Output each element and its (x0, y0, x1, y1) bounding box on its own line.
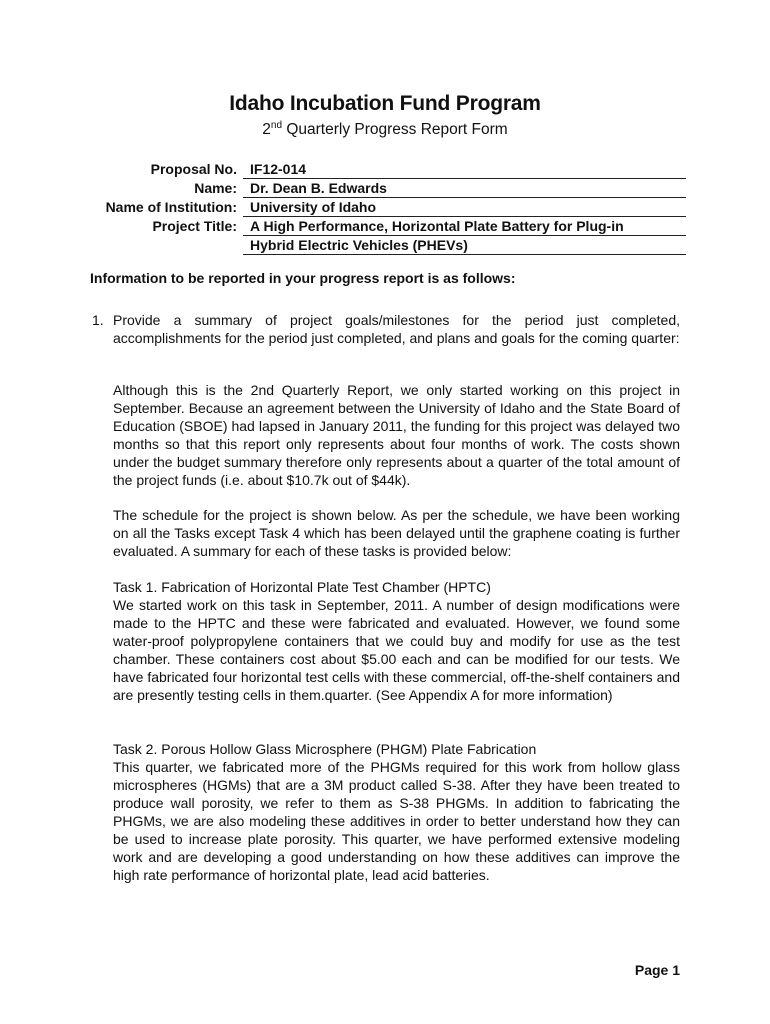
paragraph-schedule: The schedule for the project is shown below. As per the schedule, we have been working on all the Tasks except Task 4 which has been delayed until the graphene coating is further evaluated. A summary for each of these tasks is provided below: (113, 507, 680, 559)
field-value: Dr. Dean B. Edwards (243, 179, 686, 198)
subtitle-ordinal: 2 (262, 121, 271, 138)
list-number: 1. (92, 312, 104, 328)
document-title: Idaho Incubation Fund Program (229, 92, 541, 115)
field-name (0, 179, 770, 198)
item-prompt: Provide a summary of project goals/milestones for the period just completed, accomplishments for the period just completed, and plans and goals for the coming quarter: (113, 312, 680, 346)
page-number: Page 1 (634, 962, 680, 978)
field-institution (0, 198, 770, 217)
field-value: A High Performance, Horizontal Plate Battery for Plug-in (243, 217, 686, 236)
task1-title: Task 1. Fabrication of Horizontal Plate Test Chamber (HPTC) (113, 579, 491, 595)
field-label: Proposal No. (150, 161, 237, 177)
field-label: Name of Institution: (105, 199, 237, 215)
field-label: Project Title: (152, 218, 237, 234)
subtitle-text: Quarterly Progress Report Form (282, 121, 508, 138)
paragraph-intro: Although this is the 2nd Quarterly Report, we only started working on this project in September. Because an agreement between the University of Idaho and the State Board of Education (SBOE) had lapsed in January 2011, the funding for this project was delayed two months so that this report only represents about four months of work. The costs shown under the budget summary therefore only represents about a quarter of the total amount of the project funds (i.e. about $10.7k out of $44k). (113, 382, 680, 488)
task2-title: Task 2. Porous Hollow Glass Microsphere (PHGM) Plate Fabrication (113, 741, 537, 757)
field-project-title-cont (0, 236, 770, 255)
field-project-title (0, 217, 770, 236)
field-value: Hybrid Electric Vehicles (PHEVs) (243, 236, 686, 255)
field-value: IF12-014 (243, 160, 686, 179)
section-heading: Information to be reported in your progress report is as follows: (90, 270, 516, 286)
subtitle-ordinal-suffix: nd (270, 120, 283, 131)
field-value: University of Idaho (243, 198, 686, 217)
task2-body: This quarter, we fabricated more of the PHGMs required for this work from hollow glass microspheres (HGMs) that are a 3M product called S-38. After they have been treated to produce wall porosity, we refer to them as S-38 PHGMs. In addition to fabricating the PHGMs, we are also modeling these additives in order to better understand how they can be used to increase plate porosity. This quarter, we have performed extensive modeling work and are developing a good understanding on how these additives can improve the high rate performance of horizontal plate, lead acid batteries. (113, 759, 680, 883)
document-subtitle (0, 121, 770, 139)
task2-section (113, 740, 680, 884)
task1-section (113, 578, 680, 704)
field-proposal-no (0, 160, 770, 179)
task1-body: We started work on this task in September, 2011. A number of design modifications were made to the HPTC and these were fabricated and evaluated. However, we found some water-proof polypropylene containers that we could buy and modify for use as the test chamber. These containers cost about $5.00 each and can be modified for our tests. We have fabricated four horizontal test cells with these commercial, off-the-shelf containers and are presently testing cells in them.quarter. (See Appendix A for more information) (113, 597, 680, 703)
field-label: Name: (194, 180, 237, 196)
